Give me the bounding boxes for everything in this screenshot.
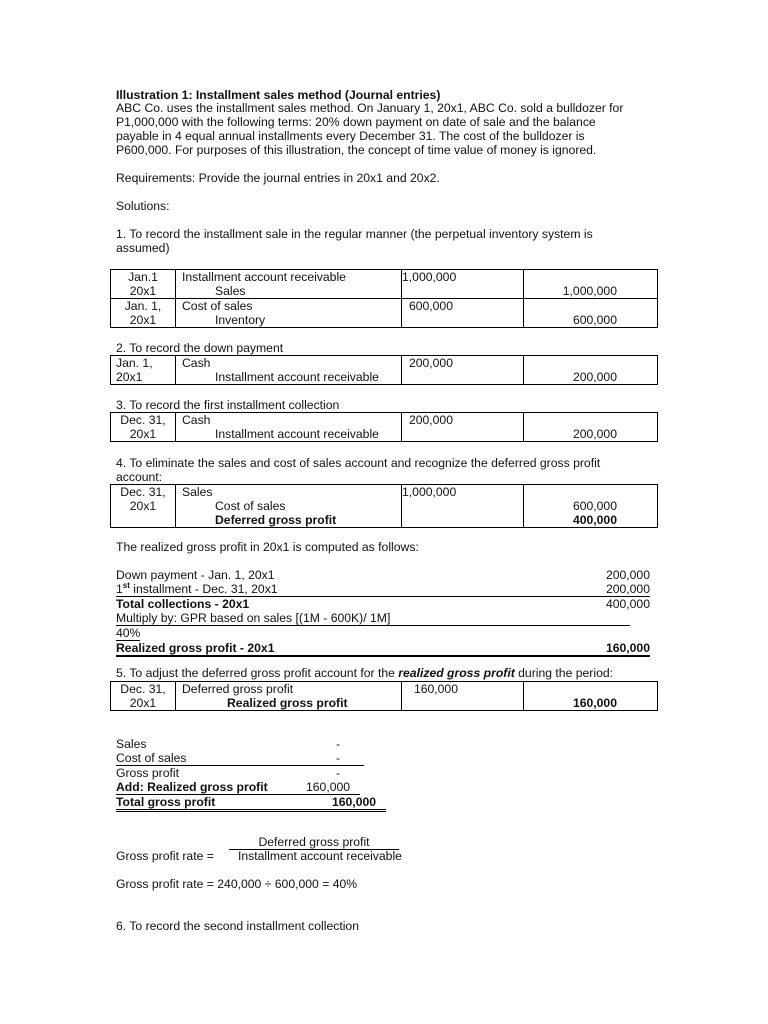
date-cell: Dec. 31, 20x1 <box>111 413 176 441</box>
date-cell: Jan. 1, 20x1 <box>111 356 176 384</box>
document-title: Illustration 1: Installment sales method (Journal entries) <box>116 88 441 102</box>
computation-block <box>116 568 650 657</box>
journal-table-sale <box>110 269 658 328</box>
journal-table-first-installment <box>110 412 658 442</box>
credit-cell: 200,000 <box>572 427 617 441</box>
gpr-calculation: Gross profit rate = 240,000 ÷ 600,000 = 40% <box>116 877 358 891</box>
date-cell: Dec. 31, 20x1 <box>111 485 176 527</box>
date-cell: Jan. 1, 20x1 <box>111 299 176 327</box>
solutions-heading: Solutions: <box>116 199 170 213</box>
account-cell: Cash Installment account receivable <box>176 413 402 441</box>
step4-heading <box>116 456 636 484</box>
step1-heading-line: assumed) <box>116 241 170 255</box>
credit-cell: 600,000 400,000 <box>572 499 617 527</box>
gpr-denominator: Installment account receivable <box>238 849 402 863</box>
step4-heading-line: 4. To eliminate the sales and cost of sales account and recognize the deferred gross profit <box>116 456 601 470</box>
computation-row: Realized gross profit - 20x1 160,000 <box>116 641 650 655</box>
account-cell: Deferred gross profit Realized gross profit <box>176 682 402 710</box>
credit-cell: 600,000 <box>572 313 617 327</box>
credit-cell: 200,000 <box>572 370 617 384</box>
summary-row: Total gross profit 160,000 <box>116 795 386 812</box>
credit-cell: 160,000 <box>572 696 617 710</box>
date-cell: Jan.1 20x1 <box>111 270 176 298</box>
debit-cell: 200,000 <box>402 413 524 441</box>
intro-line: payable in 4 equal annual installments every December 31. The cost of the bulldozer is <box>116 129 585 143</box>
account-cell: Installment account receivable Sales <box>176 270 402 298</box>
debit-cell: 600,000 <box>402 299 524 327</box>
journal-row <box>111 356 657 384</box>
journal-table-realized-gp <box>110 681 658 711</box>
gpr-label: Gross profit rate = <box>116 849 214 863</box>
computation-row: 40% <box>116 626 141 640</box>
summary-row: Add: Realized gross profit 160,000 <box>116 780 360 795</box>
computation-row: Total collections - 20x1 400,000 <box>116 597 650 611</box>
debit-cell: 1,000,000 <box>402 270 524 298</box>
date-cell: Dec. 31, 20x1 <box>111 682 176 710</box>
summary-row: Cost of sales - <box>116 751 388 766</box>
account-cell: Cash Installment account receivable <box>176 356 402 384</box>
journal-row <box>111 270 657 298</box>
intro-line: ABC Co. uses the installment sales method. On January 1, 20x1, ABC Co. sold a bulldozer for <box>116 101 624 115</box>
computation-heading: The realized gross profit in 20x1 is computed as follows: <box>116 540 419 554</box>
debit-cell: 200,000 <box>402 356 524 384</box>
computation-row: Down payment - Jan. 1, 20x1 200,000 <box>116 568 650 582</box>
requirements-text: Requirements: Provide the journal entries in 20x1 and 20x2. <box>116 171 440 185</box>
step3-heading: 3. To record the first installment collection <box>116 398 340 412</box>
summary-row: Sales - <box>116 737 341 751</box>
journal-row <box>111 413 657 441</box>
intro-line: P600,000. For purposes of this illustration, the concept of time value of money is ignored. <box>116 143 597 157</box>
journal-row <box>111 485 657 527</box>
computation-row: Multiply by: GPR based on sales [(1M - 600K)/ 1M] <box>116 611 630 626</box>
account-cell: Cost of sales Inventory <box>176 299 402 327</box>
step4-heading-line: account: <box>116 470 163 484</box>
intro-line: P1,000,000 with the following terms: 20% down payment on date of sale and the balance <box>116 115 596 129</box>
step2-heading: 2. To record the down payment <box>116 341 284 355</box>
step5-heading: 5. To adjust the deferred gross profit account for the realized gross profit during the period: <box>116 666 614 680</box>
debit-cell: 160,000 <box>402 682 524 710</box>
journal-row <box>111 298 657 327</box>
journal-row <box>111 682 657 710</box>
journal-table-down-payment <box>110 355 658 385</box>
account-cell: Sales Cost of sales Deferred gross profit <box>176 485 402 527</box>
journal-table-deferred-gp <box>110 484 658 528</box>
step1-heading-line: 1. To record the installment sale in the regular manner (the perpetual inventory system is <box>116 227 593 241</box>
credit-cell: 1,000,000 <box>562 284 617 298</box>
step1-heading <box>116 227 636 255</box>
gross-profit-summary <box>116 737 388 812</box>
intro-paragraph <box>116 101 636 157</box>
summary-row: Gross profit - <box>116 766 341 780</box>
computation-row: 1st installment - Dec. 31, 20x1 200,000 <box>116 580 650 596</box>
debit-cell: 1,000,000 <box>402 485 524 527</box>
step6-heading: 6. To record the second installment collection <box>116 919 359 933</box>
gpr-numerator: Deferred gross profit <box>229 835 399 850</box>
